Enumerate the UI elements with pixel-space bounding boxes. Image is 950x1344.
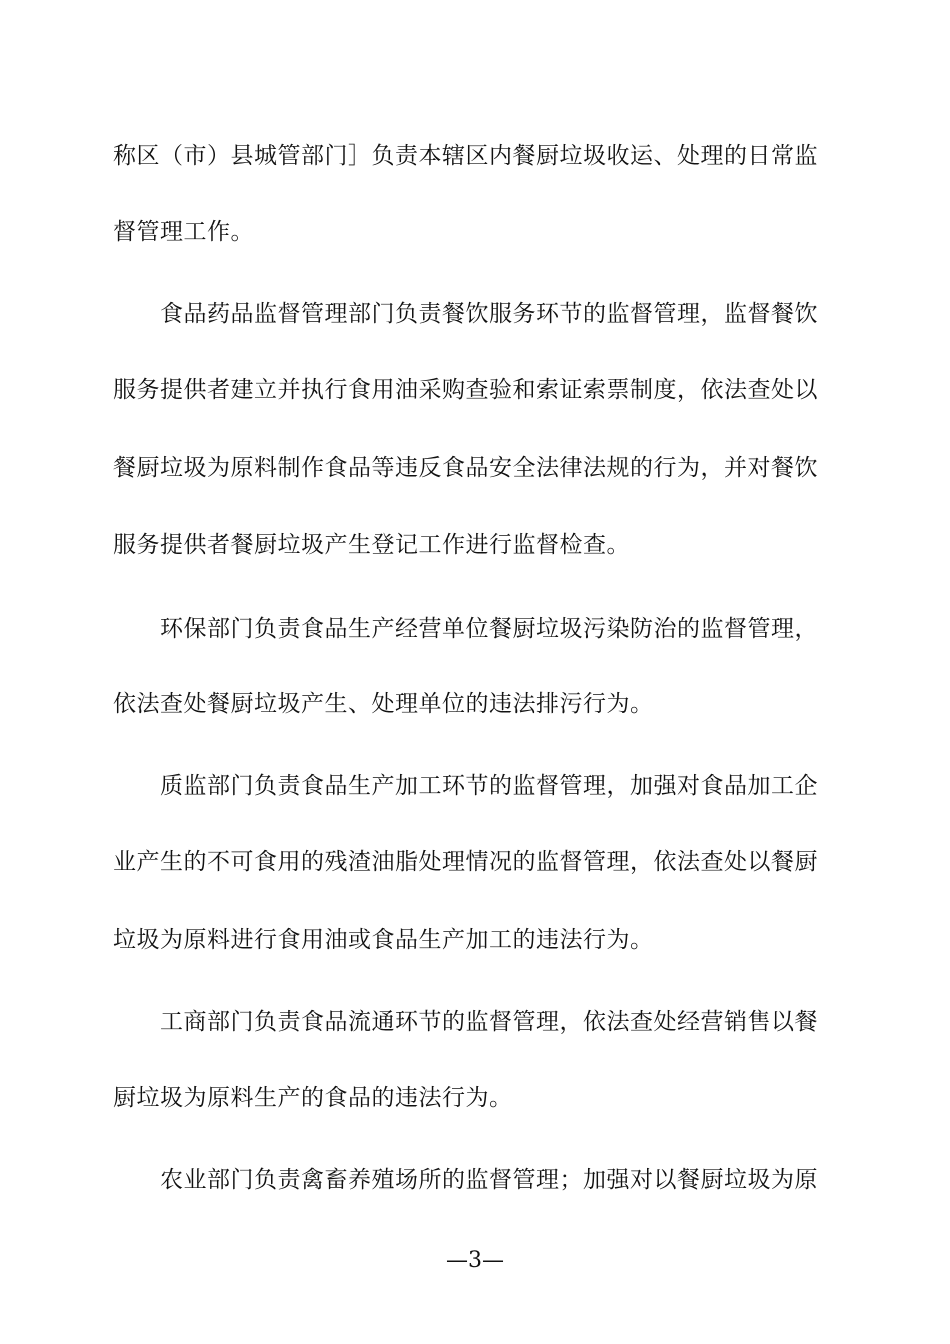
paragraph-start: 质监部门负责食品生产加工环节的监督管理，加强对食品加工企 bbox=[160, 773, 818, 799]
text-line: 厨垃圾为原料生产的食品的违法行为。 bbox=[113, 1085, 513, 1111]
text-line: 业产生的不可食用的残渣油脂处理情况的监督管理，依法查处以餐厨 bbox=[113, 849, 818, 875]
text-line: 服务提供者餐厨垃圾产生登记工作进行监督检查。 bbox=[113, 532, 630, 558]
page-number: —3— bbox=[446, 1248, 504, 1273]
text-line: 餐厨垃圾为原料制作食品等违反食品安全法律法规的行为，并对餐饮 bbox=[113, 455, 818, 481]
text-line: 垃圾为原料进行食用油或食品生产加工的违法行为。 bbox=[113, 927, 654, 953]
text-line: 服务提供者建立并执行食用油采购查验和索证索票制度，依法查处以 bbox=[113, 377, 818, 403]
paragraph-start: 食品药品监督管理部门负责餐饮服务环节的监督管理，监督餐饮 bbox=[160, 301, 818, 327]
paragraph-start: 环保部门负责食品生产经营单位餐厨垃圾污染防治的监督管理， bbox=[160, 616, 818, 642]
text-line: 依法查处餐厨垃圾产生、处理单位的违法排污行为。 bbox=[113, 691, 654, 717]
paragraph-start: 农业部门负责禽畜养殖场所的监督管理；加强对以餐厨垃圾为原 bbox=[160, 1167, 818, 1193]
text-line: 称区（市）县城管部门］负责本辖区内餐厨垃圾收运、处理的日常监 bbox=[113, 143, 818, 169]
paragraph-start: 工商部门负责食品流通环节的监督管理，依法查处经营销售以餐 bbox=[160, 1009, 818, 1035]
text-line: 督管理工作。 bbox=[113, 219, 254, 245]
